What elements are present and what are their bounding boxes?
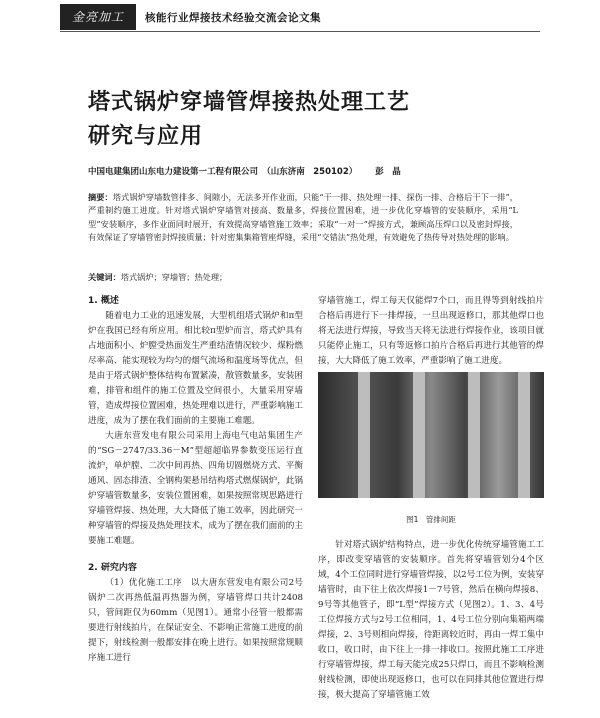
right-column-top <box>318 294 544 369</box>
figure-1-caption: 图1 管排间距 <box>406 515 456 524</box>
section-1-heading: 1. 概述 <box>88 296 119 306</box>
section-2-heading: 2. 研究内容 <box>88 563 137 573</box>
author-line <box>88 165 401 177</box>
abstract <box>88 191 518 245</box>
right-column-bottom <box>318 538 544 703</box>
left-column <box>88 294 303 666</box>
pipe-shape <box>413 372 425 498</box>
paper-title-line-2: 研究与应用 <box>88 124 204 149</box>
keywords-label: 关键词： <box>88 272 121 282</box>
paper-title-line-1: 塔式锅炉穿墙管焊接热处理工艺 <box>88 90 411 115</box>
pipe-shape <box>518 372 530 498</box>
section-1-paragraph-2: 大唐东营发电有限公司采用上海电气电站集团生产的“SG－2747/33.36－M”型超超临界参数变压运行直流炉，单炉膛、二次中间再热、四角切圆燃烧方式、平衡通风、固态排渣、全钢构架悬吊结构塔式燃煤锅炉，此锅炉穿墙管数量多，安装位置困难，如果按照常规思路进行穿墙管焊接、热处理，大大降低了施工效率，因此研究一种穿墙管的焊接及热处理技术，成为了摆在我们面前的主要施工难题。 <box>88 431 303 546</box>
pipe-shape <box>468 372 480 498</box>
page-header <box>0 0 600 34</box>
header-divider <box>60 31 540 32</box>
abstract-label: 摘要： <box>88 192 113 202</box>
paper-title <box>88 86 508 154</box>
section-1-paragraph-1: 随着电力工业的迅速发展，大型机组塔式锅炉和π型炉在我国已经有所应用。相比较π型炉而言，塔式炉具有占地面积小、炉膛受热面发生严重结渣情况较少、煤粉燃尽率高、能实现较为均匀的烟气流场和温度场等优点，但是由于塔式锅炉整体结构布置紧凑，散管数量多，安装困难，排管和组件的施工位置及空间很小，大量采用穿墙管，造成焊接位置困难，热处理难以进行，严重影响施工进度，成为了摆在我们面前的主要施工难题。 <box>88 311 303 426</box>
figure-1-photo <box>318 372 544 498</box>
author-name: 彭 晶 <box>375 167 401 177</box>
right-paragraph-1: 穿墙管施工，焊工每天仅能焊7个口，而且得等到射线拍片合格后再进行下一排焊接，一旦出现返修口，那其他焊口也将无法进行焊接，导致当天将无法进行焊接作业，该项目就只能停止施工，只有等返修口拍片合格后再进行其他管的焊接，大大降低了施工效率，严重影响了施工进度。 <box>318 296 544 366</box>
right-paragraph-2: 针对塔式锅炉结构特点，进一步优化传统穿墙管施工工序，即改变穿墙管的安装顺序。首先将穿墙管划分4个区域，4个工位同时进行穿墙管焊接，以2号工位为例，安装穿墙管时，由下往上依次焊接1－7号管，然后在横向焊接8、9号等其他管子，即“L型”焊接方式（见图2）。1、3、4号工位焊接方式与2号工位相同，1、4号工位分别向集箱两端焊接，2、3号则相向焊接，待距离较近时，再由一焊工集中收口，收口时，由下往上一排一排收口。按照此施工工序进行穿墙管焊接，焊工每天能完成25只焊口，而且不影响检测射线检测，即使出现返修口，也可以在同排其他位置进行焊接，极大提高了穿墙管施工效 <box>318 540 544 700</box>
keywords-text: 塔式锅炉；穿墙管；热处理； <box>120 272 228 282</box>
keywords <box>88 271 518 284</box>
pipe-shape <box>358 372 370 498</box>
section-2-paragraph-1: （1）优化施工工序 以大唐东营发电有限公司2号锅炉二次再热低温再热器为例，穿墙管焊口共计2408只，管间距仅为60mm（见图1）。通常小径管一般都需要进行射线拍片，在保证安全、不影响正常施工进度的前提下，射线检测一般都安排在晚上进行。如果按照常规顺序施工进行 <box>88 578 303 663</box>
abstract-text: 塔式锅炉穿墙数管排多、间隙小，无法多开作业面，只能“干一排、热处理一排、探伤一排、合格后干下一排”，严重制约施工进度。针对塔式锅炉穿墙管对接高、数量多，焊接位置困难，进一步优化穿墙管的安装顺序，采用“L型”安装顺序，多作业面同时展开，有效提高穿墙管施工效率；采取“一对一”焊接方式，兼顾高压焊口以及密封焊接，有效保证了穿墙管密封焊接质量；针对密集集箱管座焊缝，采用“交错法”热处理，有效避免了热传导对热处理的影响。 <box>88 192 518 243</box>
collection-title: 核能行业焊接技术经验交流会论文集 <box>145 12 321 24</box>
publisher-logo: 金亮加工 <box>60 4 136 30</box>
affiliation: 中国电建集团山东电力建设第一工程有限公司 （山东济南 250102） <box>88 167 358 177</box>
